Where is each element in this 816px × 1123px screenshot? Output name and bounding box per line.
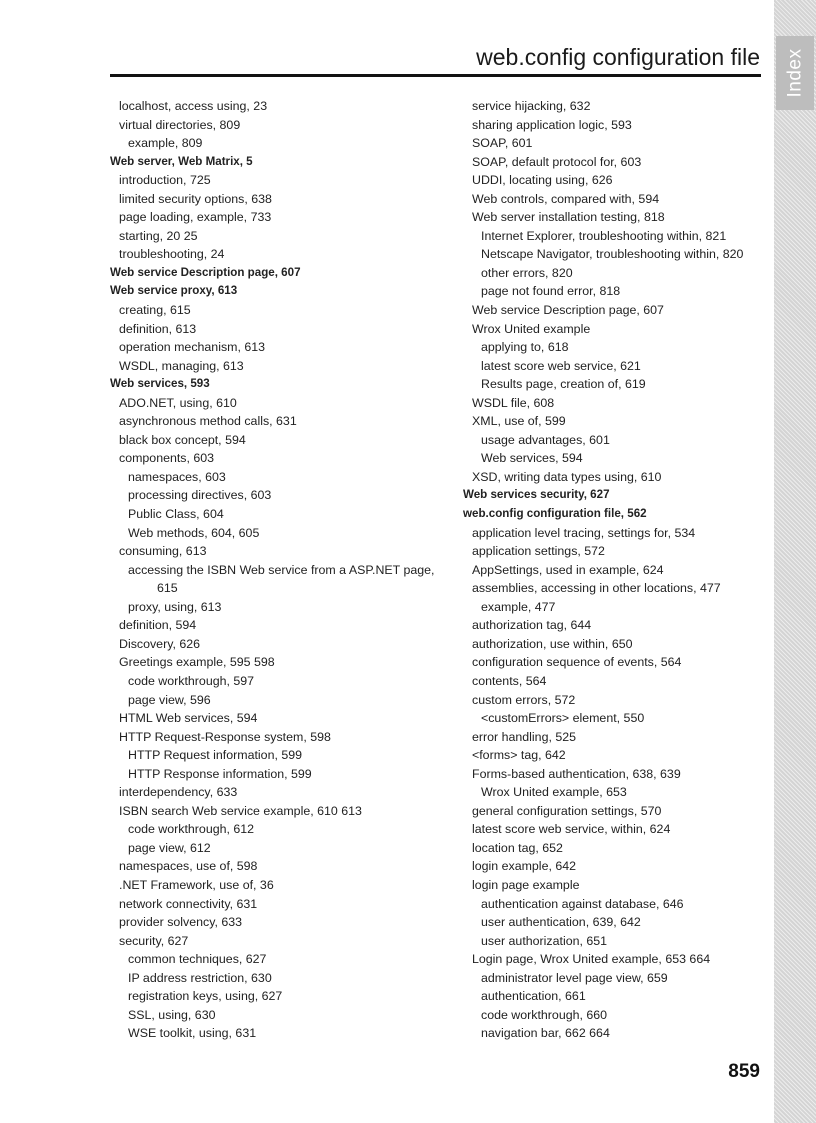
header-rule [110,74,761,77]
index-subentry: operation mechanism, 613 [119,340,266,355]
index-subentry: HTML Web services, 594 [119,711,258,726]
index-subentry: Netscape Navigator, troubleshooting within, 820 [481,247,744,262]
index-subentry: error handling, 525 [472,729,577,744]
index-subentry: SSL, using, 630 [128,1007,216,1022]
index-subentry: administrator level page view, 659 [481,970,668,985]
index-subentry: Web services, 594 [481,451,583,466]
index-subentry: example, 477 [481,599,556,614]
index-subentry: creating, 615 [119,303,191,318]
index-subentry: general configuration settings, 570 [472,803,662,818]
index-main-entry: web.config configuration file, 562 [463,507,647,521]
index-subentry: application level tracing, settings for, 534 [472,525,696,540]
index-subentry: Wrox United example, 653 [481,785,627,800]
index-subentry: starting, 20 25 [119,228,198,243]
index-subentry: interdependency, 633 [119,785,238,800]
index-subentry: WSDL, managing, 613 [119,358,244,373]
index-subentry: Web service Description page, 607 [472,303,664,318]
index-main-entry: Web service Description page, 607 [110,265,301,279]
index-subentry: authorization tag, 644 [472,618,592,633]
index-subentry: Internet Explorer, troubleshooting within, 821 [481,228,727,243]
index-subentry: page view, 596 [128,692,211,707]
index-subentry: definition, 613 [119,321,197,336]
index-subentry: components, 603 [119,451,215,466]
index-subentry: navigation bar, 662 664 [481,1026,610,1041]
index-subentry: ADO.NET, using, 610 [119,395,237,410]
index-subentry: Discovery, 626 [119,636,201,651]
index-subentry: application settings, 572 [472,544,605,559]
index-main-entry: Web services security, 627 [463,488,610,502]
index-subentry: location tag, 652 [472,840,563,855]
index-subentry: XSD, writing data types using, 610 [472,469,662,484]
index-subentry: latest score web service, 621 [481,358,641,373]
index-subentry: Login page, Wrox United example, 653 664 [472,952,711,967]
index-subentry: accessing the ISBN Web service from a ASP.NET page, [128,562,435,577]
index-subentry: code workthrough, 660 [481,1007,608,1022]
index-subentry: authentication, 661 [481,989,586,1004]
index-subentry: usage advantages, 601 [481,432,610,447]
index-main-entry: Web services, 593 [110,377,210,391]
index-subentry: WSE toolkit, using, 631 [128,1026,257,1041]
index-subentry: example, 809 [128,136,203,151]
index-subentry: Greetings example, 595 598 [119,655,275,670]
index-subentry: latest score web service, within, 624 [472,822,671,837]
index-subentry: namespaces, use of, 598 [119,859,258,874]
index-column-left [110,97,455,1043]
index-subentry: SOAP, 601 [472,136,533,151]
index-subentry: other errors, 820 [481,265,573,280]
index-subentry: sharing application logic, 593 [472,117,632,132]
index-subentry: assemblies, accessing in other locations, 477 [472,581,721,596]
index-subentry: SOAP, default protocol for, 603 [472,154,642,169]
page-number: 859 [728,1061,760,1082]
index-subentry: HTTP Request-Response system, 598 [119,729,331,744]
index-subentry: configuration sequence of events, 564 [472,655,682,670]
index-subentry: Wrox United example [472,321,591,336]
index-subentry: processing directives, 603 [128,488,272,503]
index-subentry: definition, 594 [119,618,197,633]
index-subentry: page view, 612 [128,840,211,855]
index-subentry: Forms-based authentication, 638, 639 [472,766,681,781]
index-column-right [463,97,763,1043]
index-tab-label: Index [784,48,806,98]
index-subentry: login page example [472,877,580,892]
index-subentry: black box concept, 594 [119,432,246,447]
index-subentry: HTTP Request information, 599 [128,748,303,763]
index-subentry: limited security options, 638 [119,191,272,206]
index-subentry: Web controls, compared with, 594 [472,191,660,206]
index-subentry: login example, 642 [472,859,577,874]
index-subentry: registration keys, using, 627 [128,989,283,1004]
index-subentry: provider solvency, 633 [119,915,243,930]
index-subentry: troubleshooting, 24 [119,247,225,262]
index-subentry: Web methods, 604, 605 [128,525,260,540]
index-subentry: <forms> tag, 642 [472,748,566,763]
index-subentry: authorization, use within, 650 [472,636,633,651]
index-subentry: network connectivity, 631 [119,896,258,911]
index-subentry: contents, 564 [472,673,547,688]
index-subentry: UDDI, locating using, 626 [472,173,613,188]
index-subentry: user authorization, 651 [481,933,608,948]
index-subentry: code workthrough, 597 [128,673,255,688]
index-subentry: <customErrors> element, 550 [481,711,645,726]
index-subentry: XML, use of, 599 [472,414,566,429]
index-subentry: service hijacking, 632 [472,99,591,113]
index-tab-box [776,36,814,110]
index-subentry: WSDL file, 608 [472,395,555,410]
index-subentry: .NET Framework, use of, 36 [119,877,274,892]
index-subentry: ISBN search Web service example, 610 613 [119,803,362,818]
index-subentry: namespaces, 603 [128,469,226,484]
index-subentry: AppSettings, used in example, 624 [472,562,664,577]
index-subentry: custom errors, 572 [472,692,576,707]
index-subentry: consuming, 613 [119,544,207,559]
index-subentry: localhost, access using, 23 [119,99,268,113]
index-main-entry: Web service proxy, 613 [110,284,238,298]
index-subentry: code workthrough, 612 [128,822,255,837]
index-subentry: 615 [157,581,178,596]
index-subentry: common techniques, 627 [128,952,267,967]
running-header-title: web.config configuration file [476,44,760,70]
index-subentry: user authentication, 639, 642 [481,915,641,930]
index-subentry: introduction, 725 [119,173,211,188]
index-subentry: page loading, example, 733 [119,210,272,225]
index-subentry: Results page, creation of, 619 [481,377,646,392]
index-subentry: page not found error, 818 [481,284,621,299]
index-subentry: virtual directories, 809 [119,117,241,132]
index-subentry: applying to, 618 [481,340,569,355]
index-subentry: asynchronous method calls, 631 [119,414,297,429]
index-subentry: HTTP Response information, 599 [128,766,312,781]
index-subentry: IP address restriction, 630 [128,970,272,985]
index-subentry: security, 627 [119,933,189,948]
index-main-entry: Web server, Web Matrix, 5 [110,154,253,168]
index-subentry: Web server installation testing, 818 [472,210,665,225]
index-subentry: authentication against database, 646 [481,896,684,911]
index-side-tab [774,0,816,1123]
index-subentry: Public Class, 604 [128,507,224,522]
index-subentry: proxy, using, 613 [128,599,222,614]
